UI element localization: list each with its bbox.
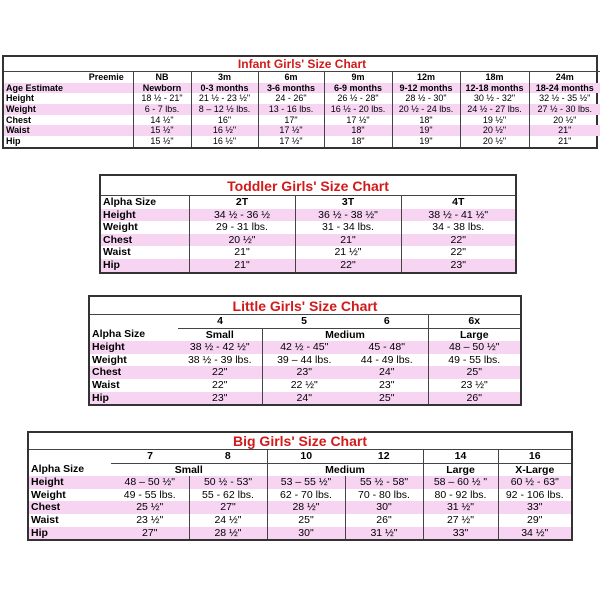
table-cell: 53 – 55 ½" [267, 476, 345, 489]
infant-size-chart [2, 55, 598, 149]
table-cell: 27 ½ - 30 lbs. [529, 104, 600, 115]
table-cell [80, 83, 133, 94]
table-cell: 22 ½" [262, 379, 346, 392]
table-cell [80, 104, 133, 115]
size-number-cell: 16 [498, 450, 571, 464]
table-cell: 24" [346, 366, 428, 379]
table-row [101, 209, 515, 222]
table-cell: 15 ½" [133, 125, 191, 136]
table-cell: 44 - 49 lbs. [360, 353, 413, 366]
table-cell: 14 ½" [133, 115, 191, 126]
table-cell: 29" [498, 514, 571, 527]
table-cell: 8 – 12 ½ lbs. [191, 104, 258, 115]
alpha-size-label: Alpha Size [31, 463, 85, 476]
table-cell: 19" [392, 136, 460, 147]
table-cell: 16 ½" [191, 136, 258, 147]
table-cell: 55 ½ - 58" [345, 476, 423, 489]
table-cell [80, 93, 133, 104]
table-cell: 22" [178, 366, 262, 379]
size-header-cell: 3T [295, 196, 401, 209]
table-cell: 21" [529, 125, 600, 136]
table-cell: 18" [324, 125, 392, 136]
table-cell: 23 ½" [428, 379, 520, 392]
table-cell: 18" [324, 136, 392, 147]
alpha-size-cell: Small [178, 328, 262, 341]
table-cell: 34 - 38 lbs. [401, 221, 515, 234]
little-size-table [90, 297, 520, 404]
table-cell: 20 ½" [460, 136, 529, 147]
table-cell: 34 ½ - 36 ½ [189, 209, 295, 222]
table-cell: 23" [262, 366, 346, 379]
row-label: Waist [92, 379, 120, 392]
table-cell: 34 ½" [498, 527, 571, 540]
table-cell: 21" [529, 136, 600, 147]
size-number-cell: 12 [377, 450, 390, 463]
table-cell: 25 ½" [111, 501, 189, 514]
table-cell: 13 - 16 lbs. [258, 104, 324, 115]
table-cell: 70 - 80 lbs. [345, 489, 423, 502]
table-cell: 30" [345, 501, 423, 514]
table-cell: 0-3 months [191, 83, 258, 94]
table-cell: 22" [212, 379, 228, 392]
infant-size-table [4, 57, 600, 147]
row-label: Waist [31, 514, 59, 527]
table-cell: 33" [423, 527, 498, 540]
table-cell: 23" [178, 392, 262, 405]
size-header-cell: 24m [529, 72, 600, 83]
alpha-size-cell: Large [428, 328, 520, 341]
table-cell: 24 - 26" [258, 93, 324, 104]
row-label: Chest [101, 234, 189, 247]
table-cell: 48 – 50 ½" [428, 341, 520, 354]
little-chart-title: Little Girls' Size Chart [90, 297, 520, 315]
table-row [90, 341, 520, 354]
table-row [4, 136, 600, 147]
table-cell: 58 – 60 ½ " [423, 476, 498, 489]
table-row [90, 392, 520, 405]
table-cell: 27" [189, 501, 267, 514]
big-size-chart [27, 431, 573, 541]
table-cell: 55 - 62 lbs. [189, 489, 267, 502]
alpha-size-cell: Medium [267, 463, 423, 476]
toddler-size-chart [99, 174, 517, 274]
table-cell: 24" [262, 392, 346, 405]
size-number-cell: 10 [267, 450, 345, 464]
big-size-table [29, 433, 571, 539]
row-label: Waist [4, 125, 80, 136]
header-blank-cell [90, 315, 178, 329]
table-cell: 30 ½ - 32" [460, 93, 529, 104]
row-label: Height [90, 341, 178, 354]
table-cell: 32 ½ - 35 ½" [529, 93, 600, 104]
table-row [101, 259, 515, 272]
table-cell: 38 ½ - 39 lbs. [187, 353, 252, 366]
row-label: Waist [103, 246, 131, 259]
table-cell: 25" [267, 514, 345, 527]
table-row [101, 234, 515, 247]
table-cell: 31 ½" [345, 527, 423, 540]
table-cell: 20 ½ - 24 lbs. [392, 104, 460, 115]
table-cell: 31 - 34 lbs. [295, 221, 401, 234]
size-number-cell: 6 [383, 315, 390, 328]
row-label: Age Estimate [4, 83, 80, 94]
table-cell: 20 ½" [529, 115, 600, 126]
table-cell: 28 ½" [267, 501, 345, 514]
table-cell: 80 - 92 lbs. [423, 489, 498, 502]
table-cell: 60 ½ - 63" [498, 476, 571, 489]
size-header-cell: 9m [324, 72, 392, 83]
table-cell: 28 ½" [189, 527, 267, 540]
row-label: Chest [29, 501, 111, 514]
table-cell: 21" [295, 234, 401, 247]
table-cell: 39 – 44 lbs. [262, 354, 346, 367]
table-cell: 25" [428, 366, 520, 379]
table-cell: 18 ½ - 21" [133, 93, 191, 104]
header-blank-cell [29, 450, 111, 464]
big-chart-title: Big Girls' Size Chart [29, 433, 571, 450]
row-label: Weight [103, 221, 138, 234]
toddler-size-table [101, 176, 515, 272]
table-cell: 18" [392, 115, 460, 126]
size-number-cell: 7 [147, 450, 153, 463]
alpha-size-cell: Medium [262, 328, 428, 341]
table-cell: 22" [401, 246, 515, 259]
table-cell: 27 ½" [423, 514, 498, 527]
table-row [29, 514, 571, 527]
table-cell: 50 ½ - 53" [189, 476, 267, 489]
table-cell: 16 ½" [191, 125, 258, 136]
table-cell: 48 – 50 ½" [111, 476, 189, 489]
table-cell: 42 ½ - 45" [262, 341, 346, 354]
size-header-cell: 6m [258, 72, 324, 83]
table-cell: 28 ½ - 30" [392, 93, 460, 104]
little-size-chart [88, 295, 522, 406]
table-cell: Newborn [133, 83, 191, 94]
header-blank-cell [4, 72, 80, 83]
table-row [4, 104, 600, 115]
table-cell: 15 ½" [133, 136, 191, 147]
table-cell: 16" [191, 115, 258, 126]
table-row [29, 476, 571, 489]
row-label: Chest [90, 366, 178, 379]
table-cell: 6 - 7 lbs. [133, 104, 191, 115]
table-cell: 49 - 55 lbs. [123, 488, 176, 501]
table-cell: 23 ½" [136, 514, 164, 527]
table-cell: 25" [346, 392, 428, 405]
row-label: Chest [6, 114, 32, 125]
table-cell: 26 ½ - 28" [324, 93, 392, 104]
table-cell: 20 ½" [189, 234, 295, 247]
table-cell [80, 125, 133, 136]
table-cell: 19 ½" [460, 115, 529, 126]
table-cell: 23" [379, 379, 395, 392]
alpha-size-cell: Large [423, 463, 498, 476]
table-cell: 92 - 106 lbs. [498, 489, 571, 502]
row-label: Height [101, 209, 189, 222]
table-cell: 22" [401, 234, 515, 247]
table-cell: 17 ½" [324, 115, 392, 126]
table-row [4, 93, 600, 104]
toddler-chart-title: Toddler Girls' Size Chart [101, 176, 515, 196]
row-label: Hip [90, 392, 178, 405]
table-cell: 19" [392, 125, 460, 136]
table-cell: 31 ½" [423, 501, 498, 514]
table-row [101, 246, 515, 259]
table-row [29, 527, 571, 540]
table-row [4, 125, 600, 136]
table-cell: 17" [258, 115, 324, 126]
size-header-cell: Preemie [88, 71, 124, 82]
size-header-cell: 2T [189, 196, 295, 209]
table-cell: 24 ½" [189, 514, 267, 527]
table-row [90, 379, 520, 392]
table-cell: 3-6 months [258, 83, 324, 94]
alpha-size-cell: X-Large [498, 463, 571, 476]
table-cell: 26" [345, 514, 423, 527]
table-cell: 6-9 months [324, 83, 392, 94]
table-cell: 18-24 months [529, 83, 600, 94]
alpha-size-label: Alpha Size [103, 196, 157, 209]
table-cell: 30" [267, 527, 345, 540]
row-label: Height [6, 93, 34, 104]
size-header-cell: 18m [460, 72, 529, 83]
table-cell: 21" [189, 259, 295, 272]
table-cell: 21 ½ - 23 ½" [191, 93, 258, 104]
table-cell: 45 - 48" [346, 341, 428, 354]
size-header-cell: 4T [401, 196, 515, 209]
row-label: Hip [6, 136, 21, 146]
size-number-cell: 4 [217, 315, 223, 328]
row-label: Weight [92, 353, 127, 366]
table-cell: 21" [189, 246, 295, 259]
size-number-cell: 6x [428, 315, 520, 329]
alpha-size-label: Alpha Size [92, 328, 146, 341]
table-row [4, 115, 600, 126]
table-cell: 36 ½ - 38 ½" [295, 209, 401, 222]
table-cell: 23" [401, 259, 515, 272]
table-row [90, 354, 520, 367]
table-row [4, 83, 600, 94]
infant-chart-title: Infant Girls' Size Chart [4, 57, 600, 72]
table-cell: 24 ½ - 27 lbs. [460, 104, 529, 115]
table-row [29, 501, 571, 514]
row-label: Height [29, 476, 111, 489]
row-label: Weight [4, 104, 80, 115]
row-label: Weight [31, 488, 66, 501]
size-number-cell: 8 [224, 450, 231, 463]
table-cell: 49 - 55 lbs. [428, 354, 520, 367]
table-row [101, 221, 515, 234]
table-cell: 27" [111, 527, 189, 540]
size-number-cell: 14 [423, 450, 498, 464]
table-cell: 20 ½" [460, 125, 529, 136]
table-cell: 22" [295, 259, 401, 272]
table-cell: 9-12 months [392, 83, 460, 94]
size-header-cell: 3m [191, 72, 258, 83]
table-cell: 26" [428, 392, 520, 405]
table-row [29, 489, 571, 502]
table-cell [80, 115, 133, 126]
table-cell: 38 ½ - 41 ½" [401, 209, 515, 222]
table-cell: 21 ½" [295, 246, 401, 259]
table-cell: 12-18 months [460, 83, 529, 94]
table-cell: 16 ½ - 20 lbs. [324, 104, 392, 115]
table-cell [80, 136, 133, 147]
size-header-cell: NB [133, 72, 191, 83]
size-number-cell: 5 [301, 315, 307, 328]
table-cell: 62 - 70 lbs. [267, 489, 345, 502]
table-row [90, 366, 520, 379]
table-cell: 17 ½" [258, 136, 324, 147]
row-label: Hip [101, 259, 189, 272]
alpha-size-cell: Small [111, 463, 267, 476]
row-label: Hip [29, 527, 111, 540]
size-header-cell: 12m [392, 72, 460, 83]
table-cell: 29 - 31 lbs. [189, 221, 295, 234]
table-cell: 33" [498, 501, 571, 514]
table-cell: 17 ½" [258, 125, 324, 136]
table-cell: 38 ½ - 42 ½" [178, 341, 262, 354]
